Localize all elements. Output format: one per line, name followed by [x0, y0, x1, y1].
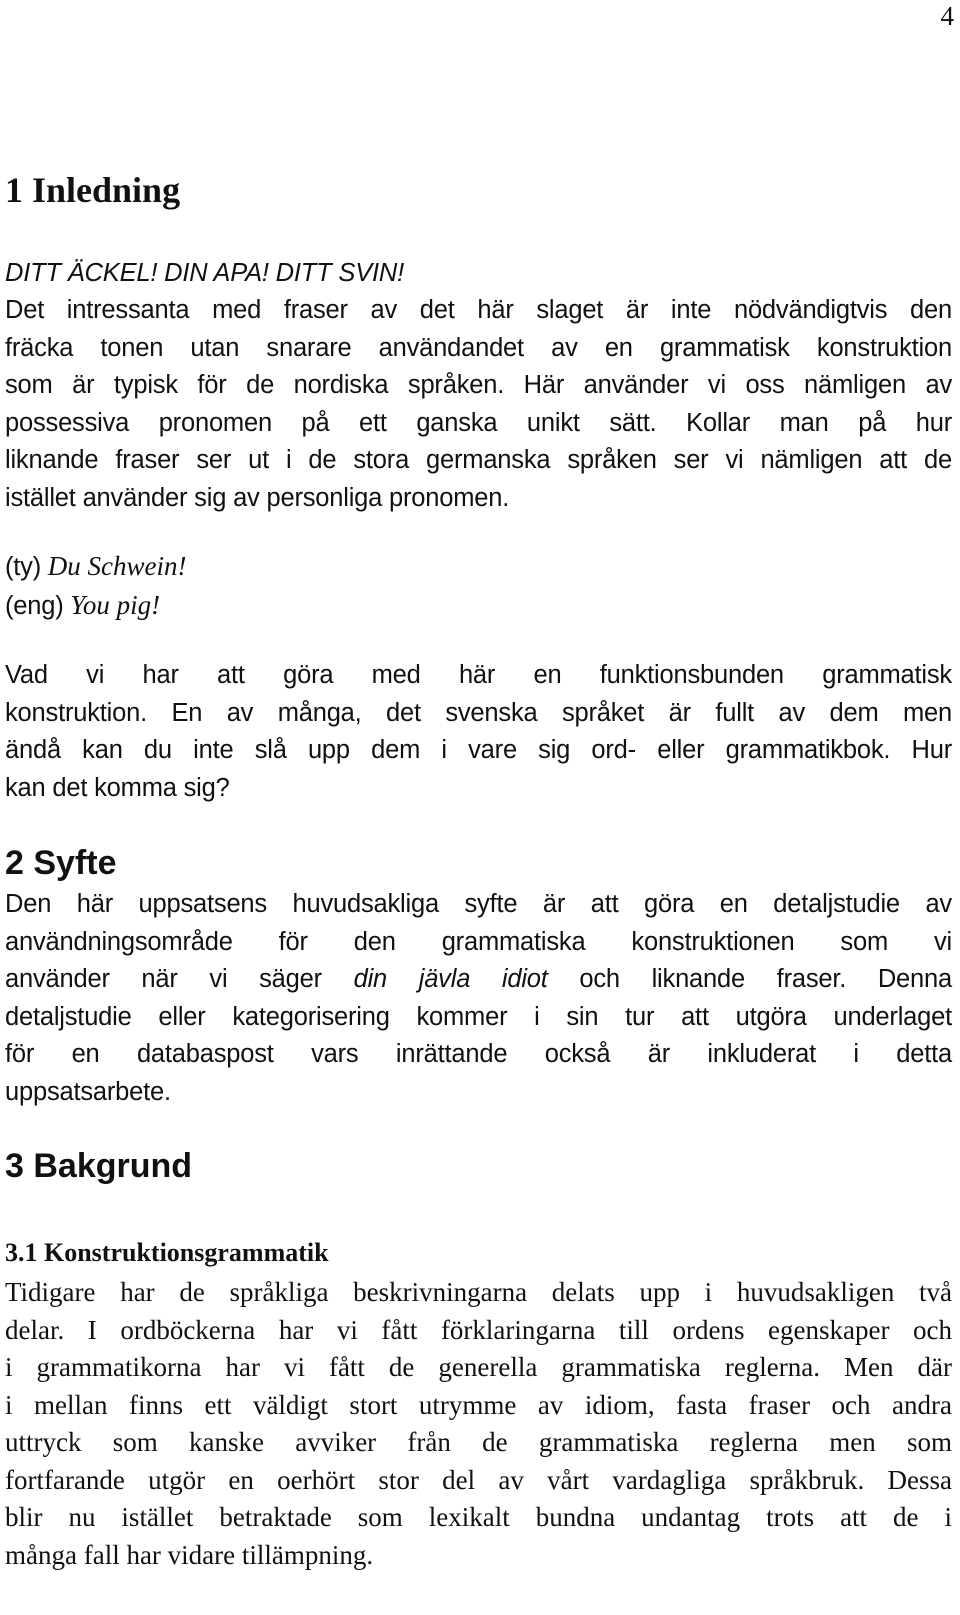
example-phrase: din jävla idiot — [353, 965, 548, 993]
text-line: istället använder sig av personliga pronomen. — [5, 483, 510, 512]
text-line: för en databaspost vars inrättande också är inkluderat i detta — [5, 1040, 952, 1068]
example-list — [5, 548, 952, 625]
example-text: You pig! — [70, 589, 161, 620]
text-line: användningsområde för den grammatiska konstruktionen som vi — [5, 927, 952, 956]
text-line: Vad vi har att göra med här en funktionsbunden grammatisk — [5, 661, 952, 689]
heading-konstruktionsgrammatik: 3.1 Konstruktionsgrammatik — [5, 1238, 329, 1267]
text-line: i mellan finns ett väldigt stort utrymme av idiom, fasta fraser och andra — [5, 1389, 952, 1420]
intro-exclamation — [5, 255, 952, 293]
text-line: Det intressanta med fraser av det här slaget är inte nödvändigtvis den — [5, 296, 952, 324]
inledning-paragraph-1 — [5, 292, 952, 517]
example-text: Du Schwein! — [47, 551, 187, 581]
text-line — [5, 961, 952, 999]
page-number: 4 — [940, 1, 954, 31]
text-fragment: och liknande fraser. Denna — [579, 965, 952, 993]
inledning-paragraph-2 — [5, 657, 952, 807]
text-line: kan det komma sig? — [5, 773, 230, 802]
text-line: delar. I ordböckerna har vi fått förklaringarna till ordens egenskaper och — [5, 1314, 952, 1345]
example-lang: (eng) — [5, 591, 64, 620]
heading-bakgrund: 3 Bakgrund — [5, 1147, 193, 1185]
text-line: uppsatsarbete. — [5, 1077, 171, 1106]
text-line: detaljstudie eller kategorisering kommer i sin tur att utgöra underlaget — [5, 1002, 952, 1031]
text-line: Den här uppsatsens huvudsakliga syfte är att göra en detaljstudie av — [5, 890, 952, 918]
text-line: Tidigare har de språkliga beskrivningarna delats upp i huvudsakligen två — [5, 1277, 952, 1307]
example-lang: (ty) — [5, 553, 42, 581]
example-german — [5, 548, 952, 587]
heading-syfte: 2 Syfte — [5, 844, 117, 882]
text-line: konstruktion. En av många, det svenska språket är fullt av dem men — [5, 698, 952, 727]
text-line: blir nu istället betraktade som lexikalt bundna undantag trots att de i — [5, 1502, 952, 1532]
text-line: uttryck som kanske avviker från de grammatiska reglerna men som — [5, 1427, 952, 1457]
text-line: fräcka tonen utan snarare användandet av en grammatisk konstruktion — [5, 333, 952, 362]
exclamation-text: DITT ÄCKEL! DIN APA! DITT SVIN! — [5, 259, 405, 287]
text-line: possessiva pronomen på ett ganska unikt sätt. Kollar man på hur — [5, 408, 952, 437]
text-line: många fall har vidare tillämpning. — [5, 1539, 374, 1570]
text-fragment: använder när vi säger — [5, 965, 322, 993]
bakgrund-paragraph — [5, 1274, 952, 1574]
text-line: i grammatikorna har vi fått de generella grammatiska reglerna. Men där — [5, 1352, 952, 1382]
text-line: liknande fraser ser ut i de stora germanska språken ser vi nämligen att de — [5, 446, 952, 474]
text-line: fortfarande utgör en oerhört stor del av vårt vardagliga språkbruk. Dessa — [5, 1464, 952, 1495]
heading-inledning: 1 Inledning — [5, 170, 181, 210]
syfte-paragraph — [5, 886, 952, 1111]
text-line: ändå kan du inte slå upp dem i vare sig ord- eller grammatikbok. Hur — [5, 736, 952, 764]
text-line: som är typisk för de nordiska språken. Här använder vi oss nämligen av — [5, 371, 952, 399]
example-english — [5, 587, 952, 626]
